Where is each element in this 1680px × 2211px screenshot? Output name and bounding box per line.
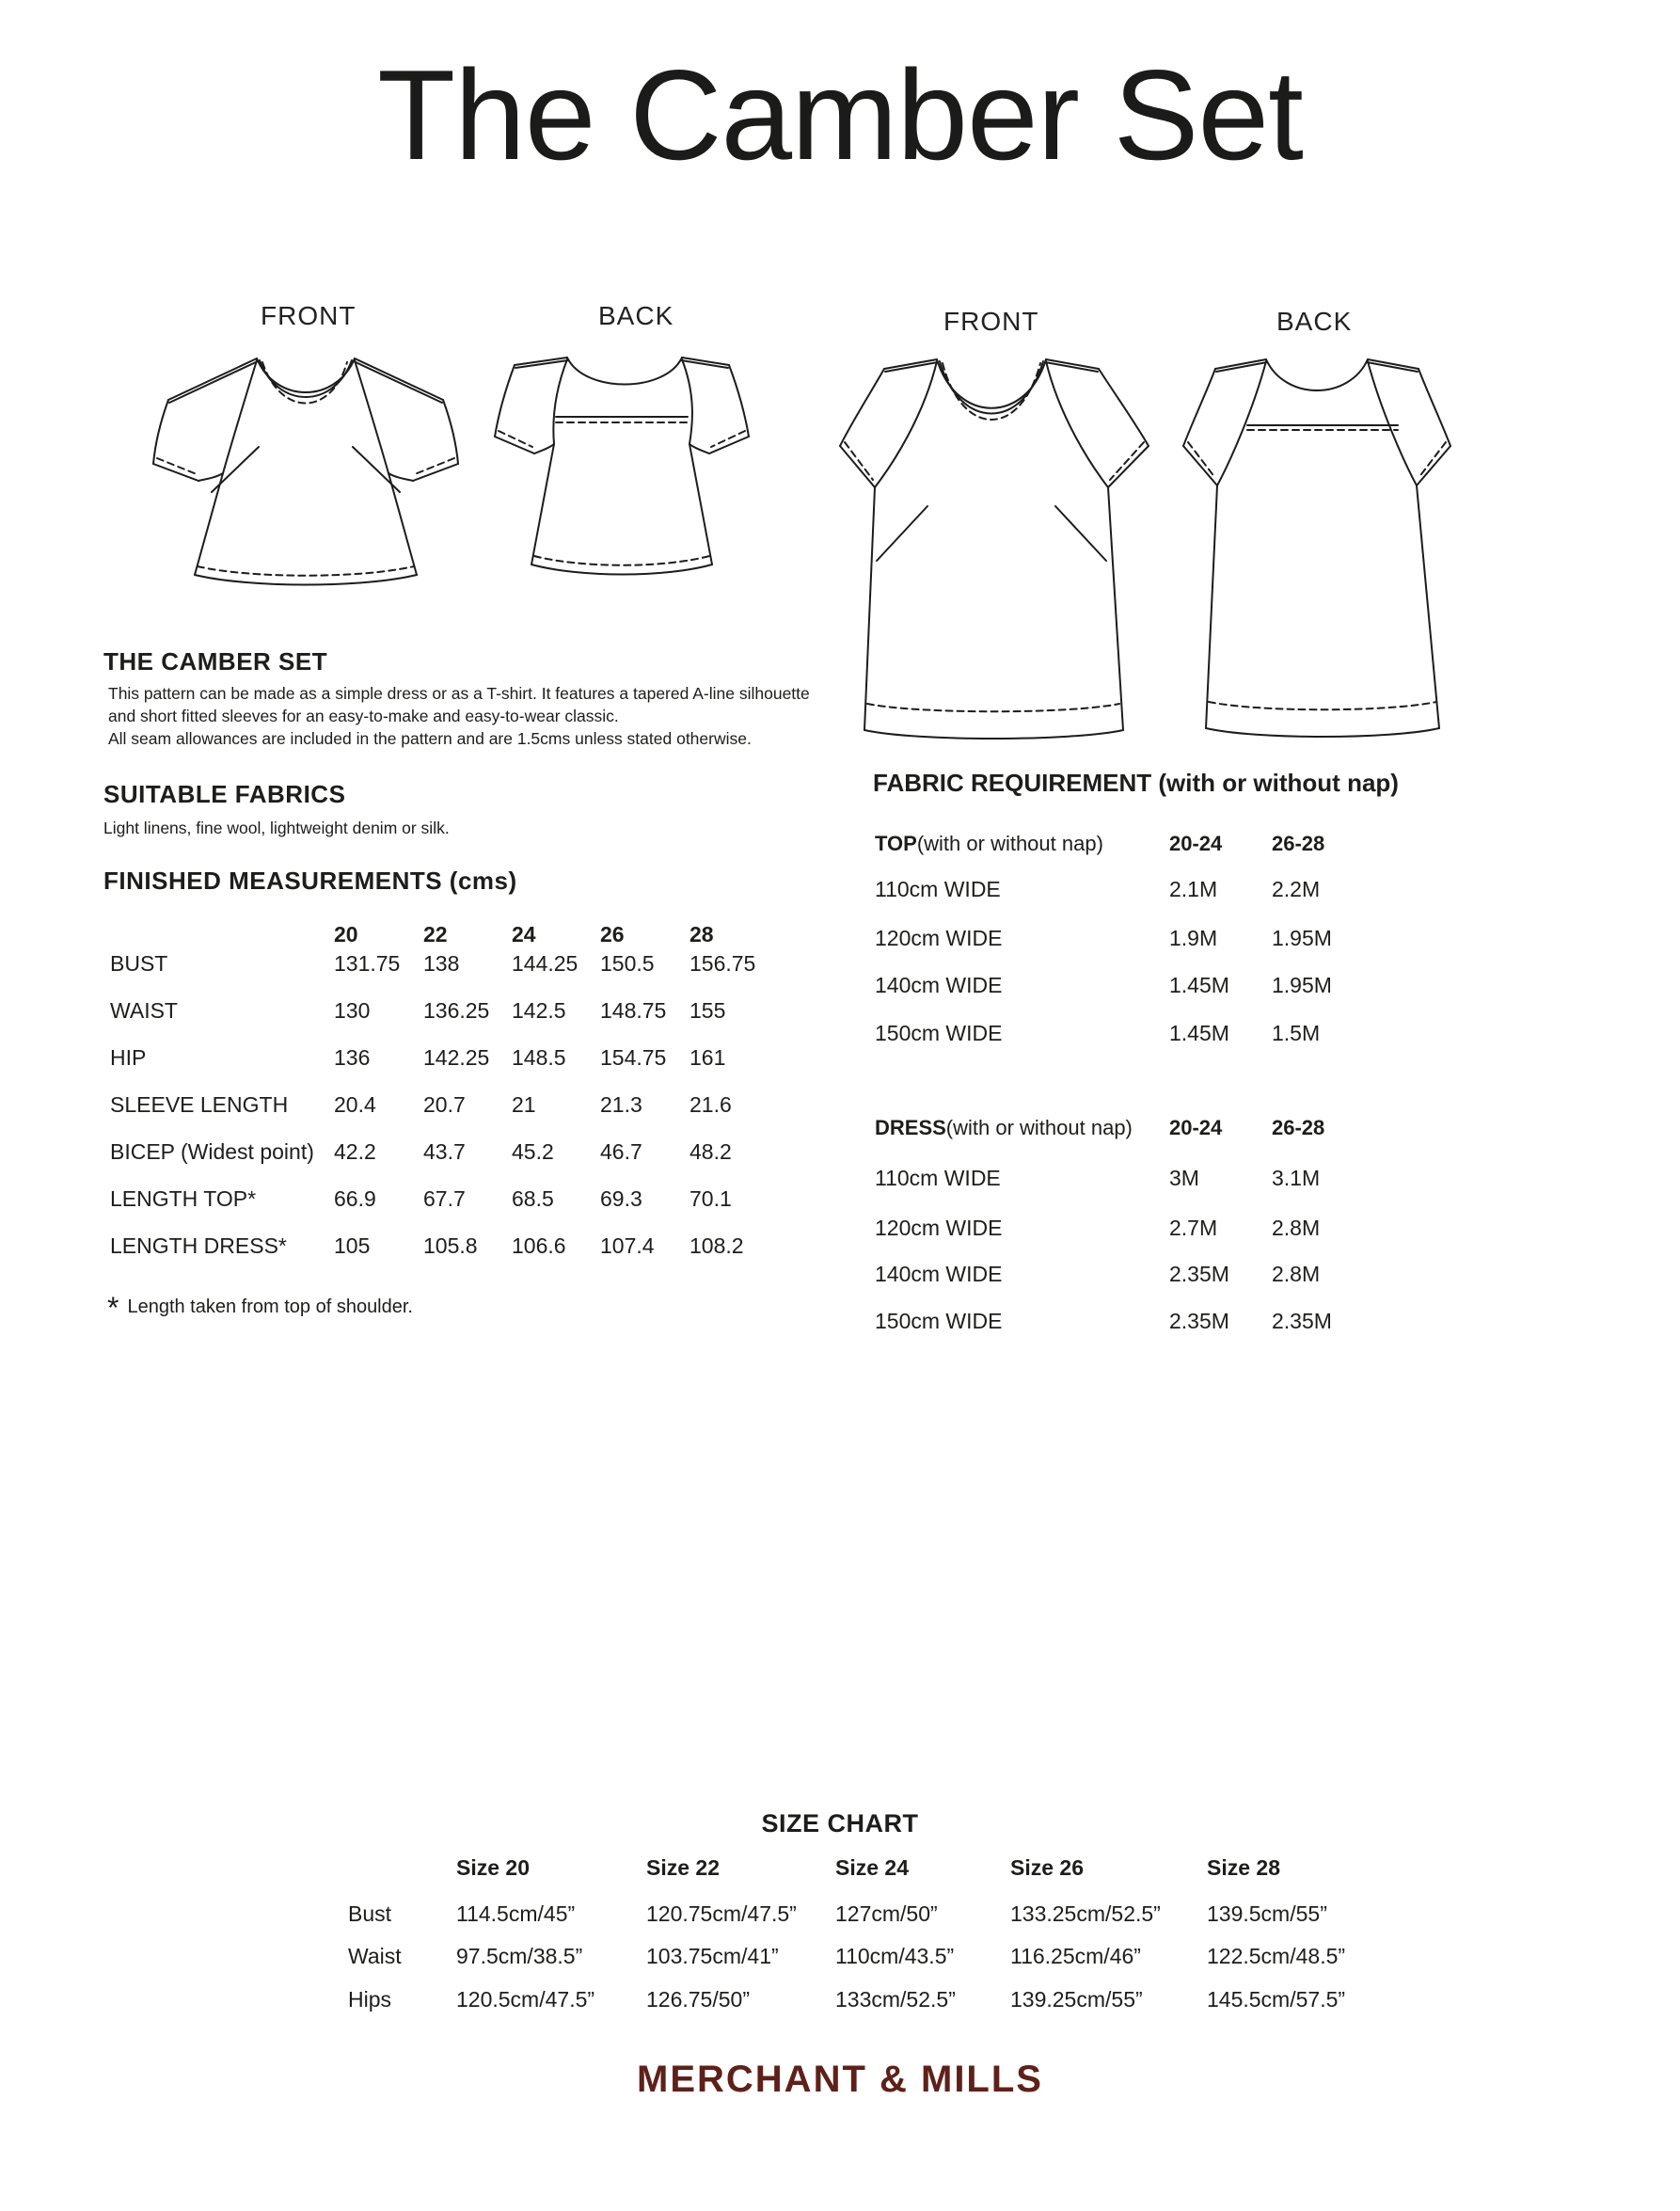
fm-cell: 148.75 xyxy=(600,998,667,1023)
sc-row-label: Hips xyxy=(348,1987,392,2012)
table-row xyxy=(110,1045,863,1074)
fm-cell: 48.2 xyxy=(689,1139,732,1164)
fr-cell: 2.35M xyxy=(1169,1309,1229,1333)
table-row xyxy=(347,1944,1382,1972)
table-row xyxy=(347,1901,1382,1930)
fr-col-header: 20-24 xyxy=(1169,1116,1223,1139)
fm-cell: 136 xyxy=(334,1045,371,1070)
fm-cell: 20.7 xyxy=(423,1092,466,1117)
fm-cell: 66.9 xyxy=(334,1186,376,1211)
fm-cell: 67.7 xyxy=(423,1186,466,1211)
fm-cell: 148.5 xyxy=(512,1045,566,1070)
fm-row-label: BUST xyxy=(110,951,168,976)
sc-cell: 133.25cm/52.5” xyxy=(1010,1901,1161,1926)
fm-cell: 43.7 xyxy=(423,1139,466,1164)
sc-cell: 110cm/43.5” xyxy=(835,1944,955,1968)
top-back-drawing xyxy=(463,327,756,600)
fr-table-name-bold: TOP xyxy=(875,832,917,855)
top-front-drawing xyxy=(120,325,468,603)
fr-table-name xyxy=(875,1116,1133,1140)
table-row xyxy=(875,1021,1402,1049)
fm-cell: 21.6 xyxy=(689,1092,732,1117)
fr-row-label: 110cm WIDE xyxy=(875,1166,1001,1190)
fm-cell: 68.5 xyxy=(512,1186,554,1211)
table-row xyxy=(110,1186,863,1215)
table-row xyxy=(875,1309,1402,1337)
fm-cell: 130 xyxy=(334,998,371,1023)
about-heading: THE CAMBER SET xyxy=(103,647,328,676)
sc-header-row xyxy=(347,1855,1382,1884)
table-row xyxy=(347,1987,1382,2015)
fm-cell: 21.3 xyxy=(600,1092,642,1117)
table-row xyxy=(110,1139,863,1168)
fr-row-label: 140cm WIDE xyxy=(875,1262,1003,1286)
fm-size-header: 22 xyxy=(423,922,448,946)
table-row xyxy=(110,951,863,979)
fm-row-label: WAIST xyxy=(110,998,178,1023)
top-front-sketch xyxy=(120,325,468,603)
fr-cell: 1.95M xyxy=(1272,973,1332,997)
table-row xyxy=(875,973,1402,1001)
fr-top-header-row xyxy=(875,832,1402,860)
fr-cell: 1.9M xyxy=(1169,926,1218,950)
fm-cell: 144.25 xyxy=(512,951,578,976)
brand-footer: MERCHANT & MILLS xyxy=(637,2059,1043,2100)
fm-cell: 154.75 xyxy=(600,1045,667,1070)
top-back-label: BACK xyxy=(598,301,674,330)
fm-cell: 156.75 xyxy=(689,951,756,976)
fm-cell: 105 xyxy=(334,1233,371,1258)
sc-cell: 97.5cm/38.5” xyxy=(456,1944,583,1968)
top-back-sketch xyxy=(463,327,756,600)
sc-cell: 139.5cm/55” xyxy=(1207,1901,1327,1926)
dress-front-label: FRONT xyxy=(943,307,1039,336)
suitable-fabrics-text: Light linens, fine wool, lightweight denim or silk. xyxy=(103,819,450,837)
fr-row-label: 120cm WIDE xyxy=(875,926,1003,950)
sc-row-label: Bust xyxy=(348,1901,392,1926)
table-row xyxy=(110,998,863,1026)
dress-front-drawing xyxy=(832,331,1156,741)
fr-table-name xyxy=(875,832,1103,856)
table-row xyxy=(875,1262,1402,1290)
fm-row-label: LENGTH DRESS* xyxy=(110,1233,287,1258)
about-paragraph xyxy=(108,682,810,750)
fm-cell: 46.7 xyxy=(600,1139,642,1164)
fm-cell: 138 xyxy=(423,951,460,976)
fr-col-header: 26-28 xyxy=(1272,1116,1325,1139)
fm-size-header: 26 xyxy=(600,922,625,946)
sc-cell: 122.5cm/48.5” xyxy=(1207,1944,1346,1968)
measurements-footnote xyxy=(107,1291,413,1325)
fr-cell: 2.2M xyxy=(1272,877,1321,901)
fr-table-name-bold: DRESS xyxy=(875,1116,946,1139)
dress-front-sketch xyxy=(832,331,1156,741)
table-row xyxy=(875,1216,1402,1244)
about-line-3: All seam allowances are included in the pattern and are 1.5cms unless stated otherwise. xyxy=(108,729,752,748)
fr-row-label: 120cm WIDE xyxy=(875,1216,1003,1240)
fr-cell: 1.95M xyxy=(1272,926,1332,950)
table-row xyxy=(110,1233,863,1262)
table-row xyxy=(875,877,1402,905)
fm-cell: 105.8 xyxy=(423,1233,478,1258)
fm-row-label: HIP xyxy=(110,1045,147,1070)
sc-cell: 120.75cm/47.5” xyxy=(646,1901,797,1926)
fr-col-header: 26-28 xyxy=(1272,832,1325,855)
dress-back-drawing xyxy=(1176,335,1469,740)
fm-cell: 45.2 xyxy=(512,1139,554,1164)
fm-cell: 136.25 xyxy=(423,998,490,1023)
sc-cell: 103.75cm/41” xyxy=(646,1944,779,1968)
sc-cell: 120.5cm/47.5” xyxy=(456,1987,595,2012)
fm-cell: 142.5 xyxy=(512,998,566,1023)
fr-cell: 1.45M xyxy=(1169,1021,1229,1045)
table-row xyxy=(875,1166,1402,1194)
dress-back-label: BACK xyxy=(1276,307,1353,336)
table-row xyxy=(875,926,1402,954)
sc-cell: 114.5cm/45” xyxy=(456,1901,576,1926)
sc-row-label: Waist xyxy=(348,1944,402,1968)
fm-row-label: LENGTH TOP* xyxy=(110,1186,257,1211)
fm-cell: 155 xyxy=(689,998,726,1023)
fr-row-label: 140cm WIDE xyxy=(875,973,1003,997)
about-line-1: This pattern can be made as a simple dress or as a T-shirt. It features a tapered A-line silhouette xyxy=(108,684,810,703)
sc-col-header: Size 26 xyxy=(1010,1855,1084,1880)
size-chart-heading: SIZE CHART xyxy=(761,1809,919,1837)
suitable-fabrics-heading: SUITABLE FABRICS xyxy=(103,780,346,808)
fr-row-label: 110cm WIDE xyxy=(875,877,1001,901)
fm-cell: 21 xyxy=(512,1092,536,1117)
sc-cell: 127cm/50” xyxy=(835,1901,938,1926)
table-row xyxy=(110,1092,863,1121)
fr-row-label: 150cm WIDE xyxy=(875,1021,1003,1045)
sc-cell: 145.5cm/57.5” xyxy=(1207,1987,1346,2012)
fr-cell: 3.1M xyxy=(1272,1166,1321,1190)
fr-cell: 3M xyxy=(1169,1166,1199,1190)
sc-cell: 126.75/50” xyxy=(646,1987,750,2012)
fr-cell: 2.35M xyxy=(1272,1309,1332,1333)
sc-col-header: Size 20 xyxy=(456,1855,530,1880)
finished-measurements-heading: FINISHED MEASUREMENTS (cms) xyxy=(103,867,517,895)
fm-cell: 106.6 xyxy=(512,1233,566,1258)
fr-row-label: 150cm WIDE xyxy=(875,1309,1003,1333)
fm-cell: 142.25 xyxy=(423,1045,490,1070)
fm-cell: 108.2 xyxy=(689,1233,744,1258)
sc-cell: 116.25cm/46” xyxy=(1010,1944,1141,1968)
fm-cell: 69.3 xyxy=(600,1186,642,1211)
fr-table-note: (with or without nap) xyxy=(916,832,1103,855)
top-front-label: FRONT xyxy=(261,301,357,330)
sc-col-header: Size 24 xyxy=(835,1855,909,1880)
fr-col-header: 20-24 xyxy=(1169,832,1223,855)
fr-cell: 2.7M xyxy=(1169,1216,1218,1240)
fm-row-label: SLEEVE LENGTH xyxy=(110,1092,289,1117)
fm-cell: 70.1 xyxy=(689,1186,732,1211)
fm-cell: 150.5 xyxy=(600,951,655,976)
sc-cell: 133cm/52.5” xyxy=(835,1987,956,2012)
fm-cell: 131.75 xyxy=(334,951,401,976)
fm-header-row xyxy=(110,922,863,950)
page-title: The Camber Set xyxy=(377,43,1303,186)
dress-back-sketch xyxy=(1176,335,1469,740)
fm-cell: 161 xyxy=(689,1045,726,1070)
sc-col-header: Size 22 xyxy=(646,1855,720,1880)
fr-cell: 1.45M xyxy=(1169,973,1229,997)
fm-cell: 107.4 xyxy=(600,1233,655,1258)
fm-cell: 42.2 xyxy=(334,1139,376,1164)
fr-dress-header-row xyxy=(875,1116,1402,1144)
fr-cell: 2.35M xyxy=(1169,1262,1229,1286)
footnote-text: Length taken from top of shoulder. xyxy=(127,1296,413,1317)
fr-cell: 2.8M xyxy=(1272,1262,1321,1286)
sc-col-header: Size 28 xyxy=(1207,1855,1280,1880)
fm-size-header: 24 xyxy=(512,922,536,946)
about-line-2: and short fitted sleeves for an easy-to-make and easy-to-wear classic. xyxy=(108,707,619,725)
fr-table-note: (with or without nap) xyxy=(945,1116,1133,1139)
fm-row-label: BICEP (Widest point) xyxy=(110,1139,314,1164)
sc-cell: 139.25cm/55” xyxy=(1010,1987,1143,2012)
fr-cell: 2.8M xyxy=(1272,1216,1321,1240)
fabric-requirement-heading: FABRIC REQUIREMENT (with or without nap) xyxy=(873,769,1399,797)
fr-cell: 2.1M xyxy=(1169,877,1218,901)
fm-size-header: 20 xyxy=(334,922,358,946)
fm-cell: 20.4 xyxy=(334,1092,376,1117)
fm-size-header: 28 xyxy=(689,922,714,946)
footnote-asterisk: * xyxy=(107,1291,119,1325)
fr-cell: 1.5M xyxy=(1272,1021,1321,1045)
